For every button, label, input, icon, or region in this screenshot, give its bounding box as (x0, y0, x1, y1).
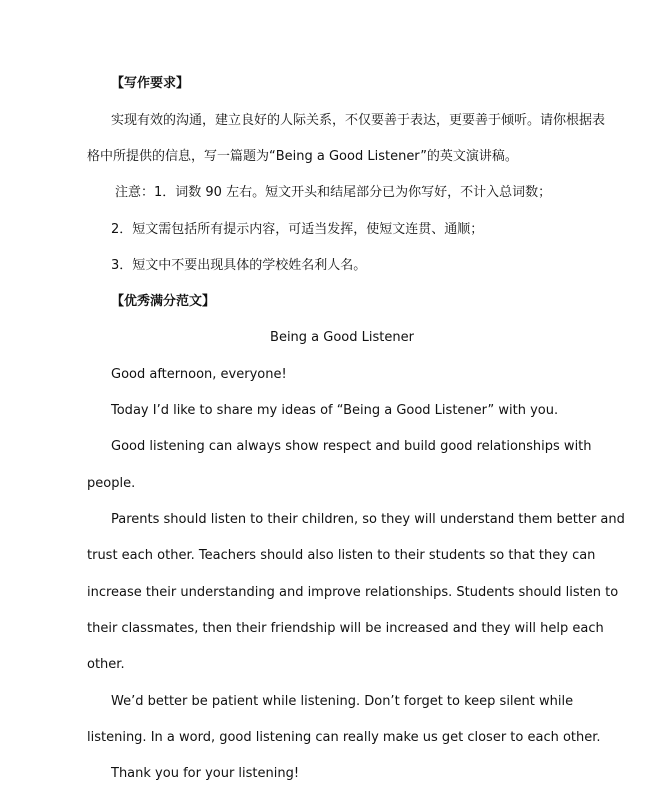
essay-line: increase their understanding and improve relationships. Students should listen to (87, 585, 619, 600)
essay-title: Being a Good Listener (270, 330, 414, 345)
essay-line: Good listening can always show respect and build good relationships with (111, 439, 592, 454)
essay-line: their classmates, then their friendship will be increased and they will help each (87, 621, 604, 636)
essay-line: We’d better be patient while listening. Don’t forget to keep silent while (111, 694, 574, 709)
requirements-intro-line1: 实现有效的沟通，建立良好的人际关系，不仅要善于表达，更要善于倾听。请你根据表 (111, 113, 606, 128)
essay-line: Today I’d like to share my ideas of “Being a Good Listener” with you. (111, 403, 559, 418)
essay-line: other. (87, 657, 125, 672)
requirements-heading: 【写作要求】 (111, 76, 190, 91)
essay-heading: 【优秀满分范文】 (111, 294, 216, 309)
essay-line: people. (87, 476, 136, 491)
requirements-intro-line2: 格中所提供的信息，写一篇题为“Being a Good Listener”的英文演讲稿。 (87, 149, 518, 164)
essay-line: trust each other. Teachers should also listen to their students so that they can (87, 548, 596, 563)
requirements-note-2: 2．短文需包括所有提示内容，可适当发挥，使短文连贯、通顺； (111, 222, 484, 237)
requirements-note-1: 注意：1．词数 90 左右。短文开头和结尾部分已为你写好，不计入总词数； (115, 185, 552, 200)
essay-line: Thank you for your listening! (111, 766, 300, 781)
essay-line: Good afternoon, everyone! (111, 367, 287, 382)
essay-line: Parents should listen to their children, so they will understand them better and (111, 512, 625, 527)
requirements-note-3: 3．短文中不要出现具体的学校姓名利人名。 (111, 258, 367, 273)
essay-line: listening. In a word, good listening can really make us get closer to each other. (87, 730, 601, 745)
